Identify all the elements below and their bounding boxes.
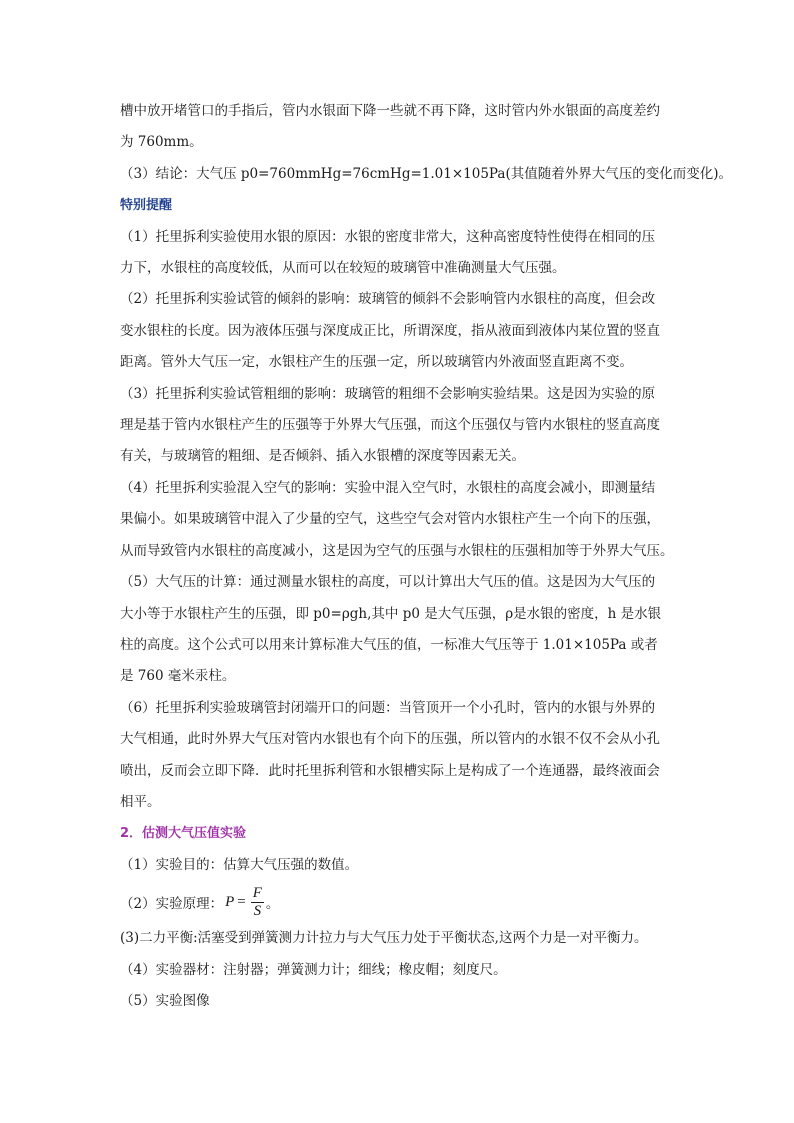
note-line: 柱的高度。这个公式可以用来计算标准大气压的值，一标准大气压等于 1.01×105Pa 或者 [120,636,658,653]
experiment-item: (3)二力平衡:活塞受到弹簧测力计拉力与大气压力处于平衡状态,这两个力是一对平衡力。 [120,930,648,947]
note-line: （6）托里拆利实验玻璃管封闭端开口的问题：当管顶开一个小孔时，管内的水银与外界的 [120,699,656,716]
note-line: 理是基于管内水银柱产生的压强等于外界大气压强，而这个压强仅与管内水银柱的竖直高度 [120,417,660,434]
text-line: 槽中放开堵管口的手指后，管内水银面下降一些就不再下降，这时管内外水银面的高度差约 [120,103,660,119]
note-line: 大气相通，此时外界大气压对管内水银也有个向下的压强，所以管内的水银不仅不会从小孔 [120,731,660,748]
formula-denominator: S [253,902,262,919]
pressure-formula [225,885,266,920]
note-line: （3）托里拆利实验试管粗细的影响：玻璃管的粗细不会影响实验结果。这是因为实验的原 [120,385,656,402]
note-line: 果偏小。如果玻璃管中混入了少量的空气，这些空气会对管内水银柱产生一个向下的压强， [120,511,660,528]
principle-label: （2）实验原理： [120,896,224,913]
note-line: （5）大气压的计算：通过测量水银柱的高度，可以计算出大气压的值。这是因为大气压的 [120,574,656,591]
formula-fraction [251,885,264,920]
note-line: 相平。 [120,793,161,810]
page-content [120,96,732,1017]
experiment-purpose: （1）实验目的：估算大气压强的数值。 [120,856,359,873]
section-2-heading: 2．估测大气压值实验 [120,826,247,842]
formula-equals: = [237,893,246,910]
formula-lhs: P [225,893,235,910]
note-line: 是 760 毫米汞柱。 [120,668,236,685]
formula-numerator: F [252,884,262,901]
note-line: 有关，与玻璃管的粗细、是否倾斜、插入水银槽的深度等因素无关。 [120,448,525,465]
notes-block [120,222,680,819]
note-line: 距离。管外大气压一定，水银柱产生的压强一定，所以玻璃管内外液面竖直距离不变。 [120,354,633,371]
experiment-item: （4）实验器材：注射器；弹簧测力计；细线；橡皮帽；刻度尺。 [120,961,507,978]
formula-end: 。 [265,896,280,913]
note-line: 力下，水银柱的高度较低，从而可以在较短的玻璃管中准确测量大气压强。 [120,260,566,277]
note-line: （1）托里拆利实验使用水银的原因：水银的密度非常大，这种高密度特性使得在相同的压 [120,228,656,245]
conclusion-line: （3）结论：大气压 p0=760mmHg=76cmHg=1.01×105Pa(其值随着外界大气压的变化而变化)。 [120,165,732,182]
note-line: 变水银柱的长度。因为液体压强与深度成正比，所谓深度，指从液面到液体内某位置的竖直 [120,322,660,339]
note-line: 大小等于水银柱产生的压强，即 p0=ρgh,其中 p0 是大气压强，ρ是水银的密度，h 是水银 [120,605,662,622]
note-line: （2）托里拆利实验试管的倾斜的影响：玻璃管的倾斜不会影响管内水银柱的高度，但会改 [120,291,656,308]
text-line: 为 760mm。 [120,134,203,151]
special-reminder-heading: 特别提醒 [120,198,173,214]
note-line: 从而导致管内水银柱的高度减小，这是因为空气的压强与水银柱的压强相加等于外界大气压。 [120,542,674,559]
experiment-principle [120,881,680,923]
note-line: （4）托里拆利实验混入空气的影响：实验中混入空气时，水银柱的高度会减小，即测量结 [120,479,656,496]
experiment-item: （5）实验图像 [120,992,210,1009]
note-line: 喷出，反而会立即下降．此时托里拆利管和水银槽实际上是构成了一个连通器，最终液面会 [120,762,660,779]
